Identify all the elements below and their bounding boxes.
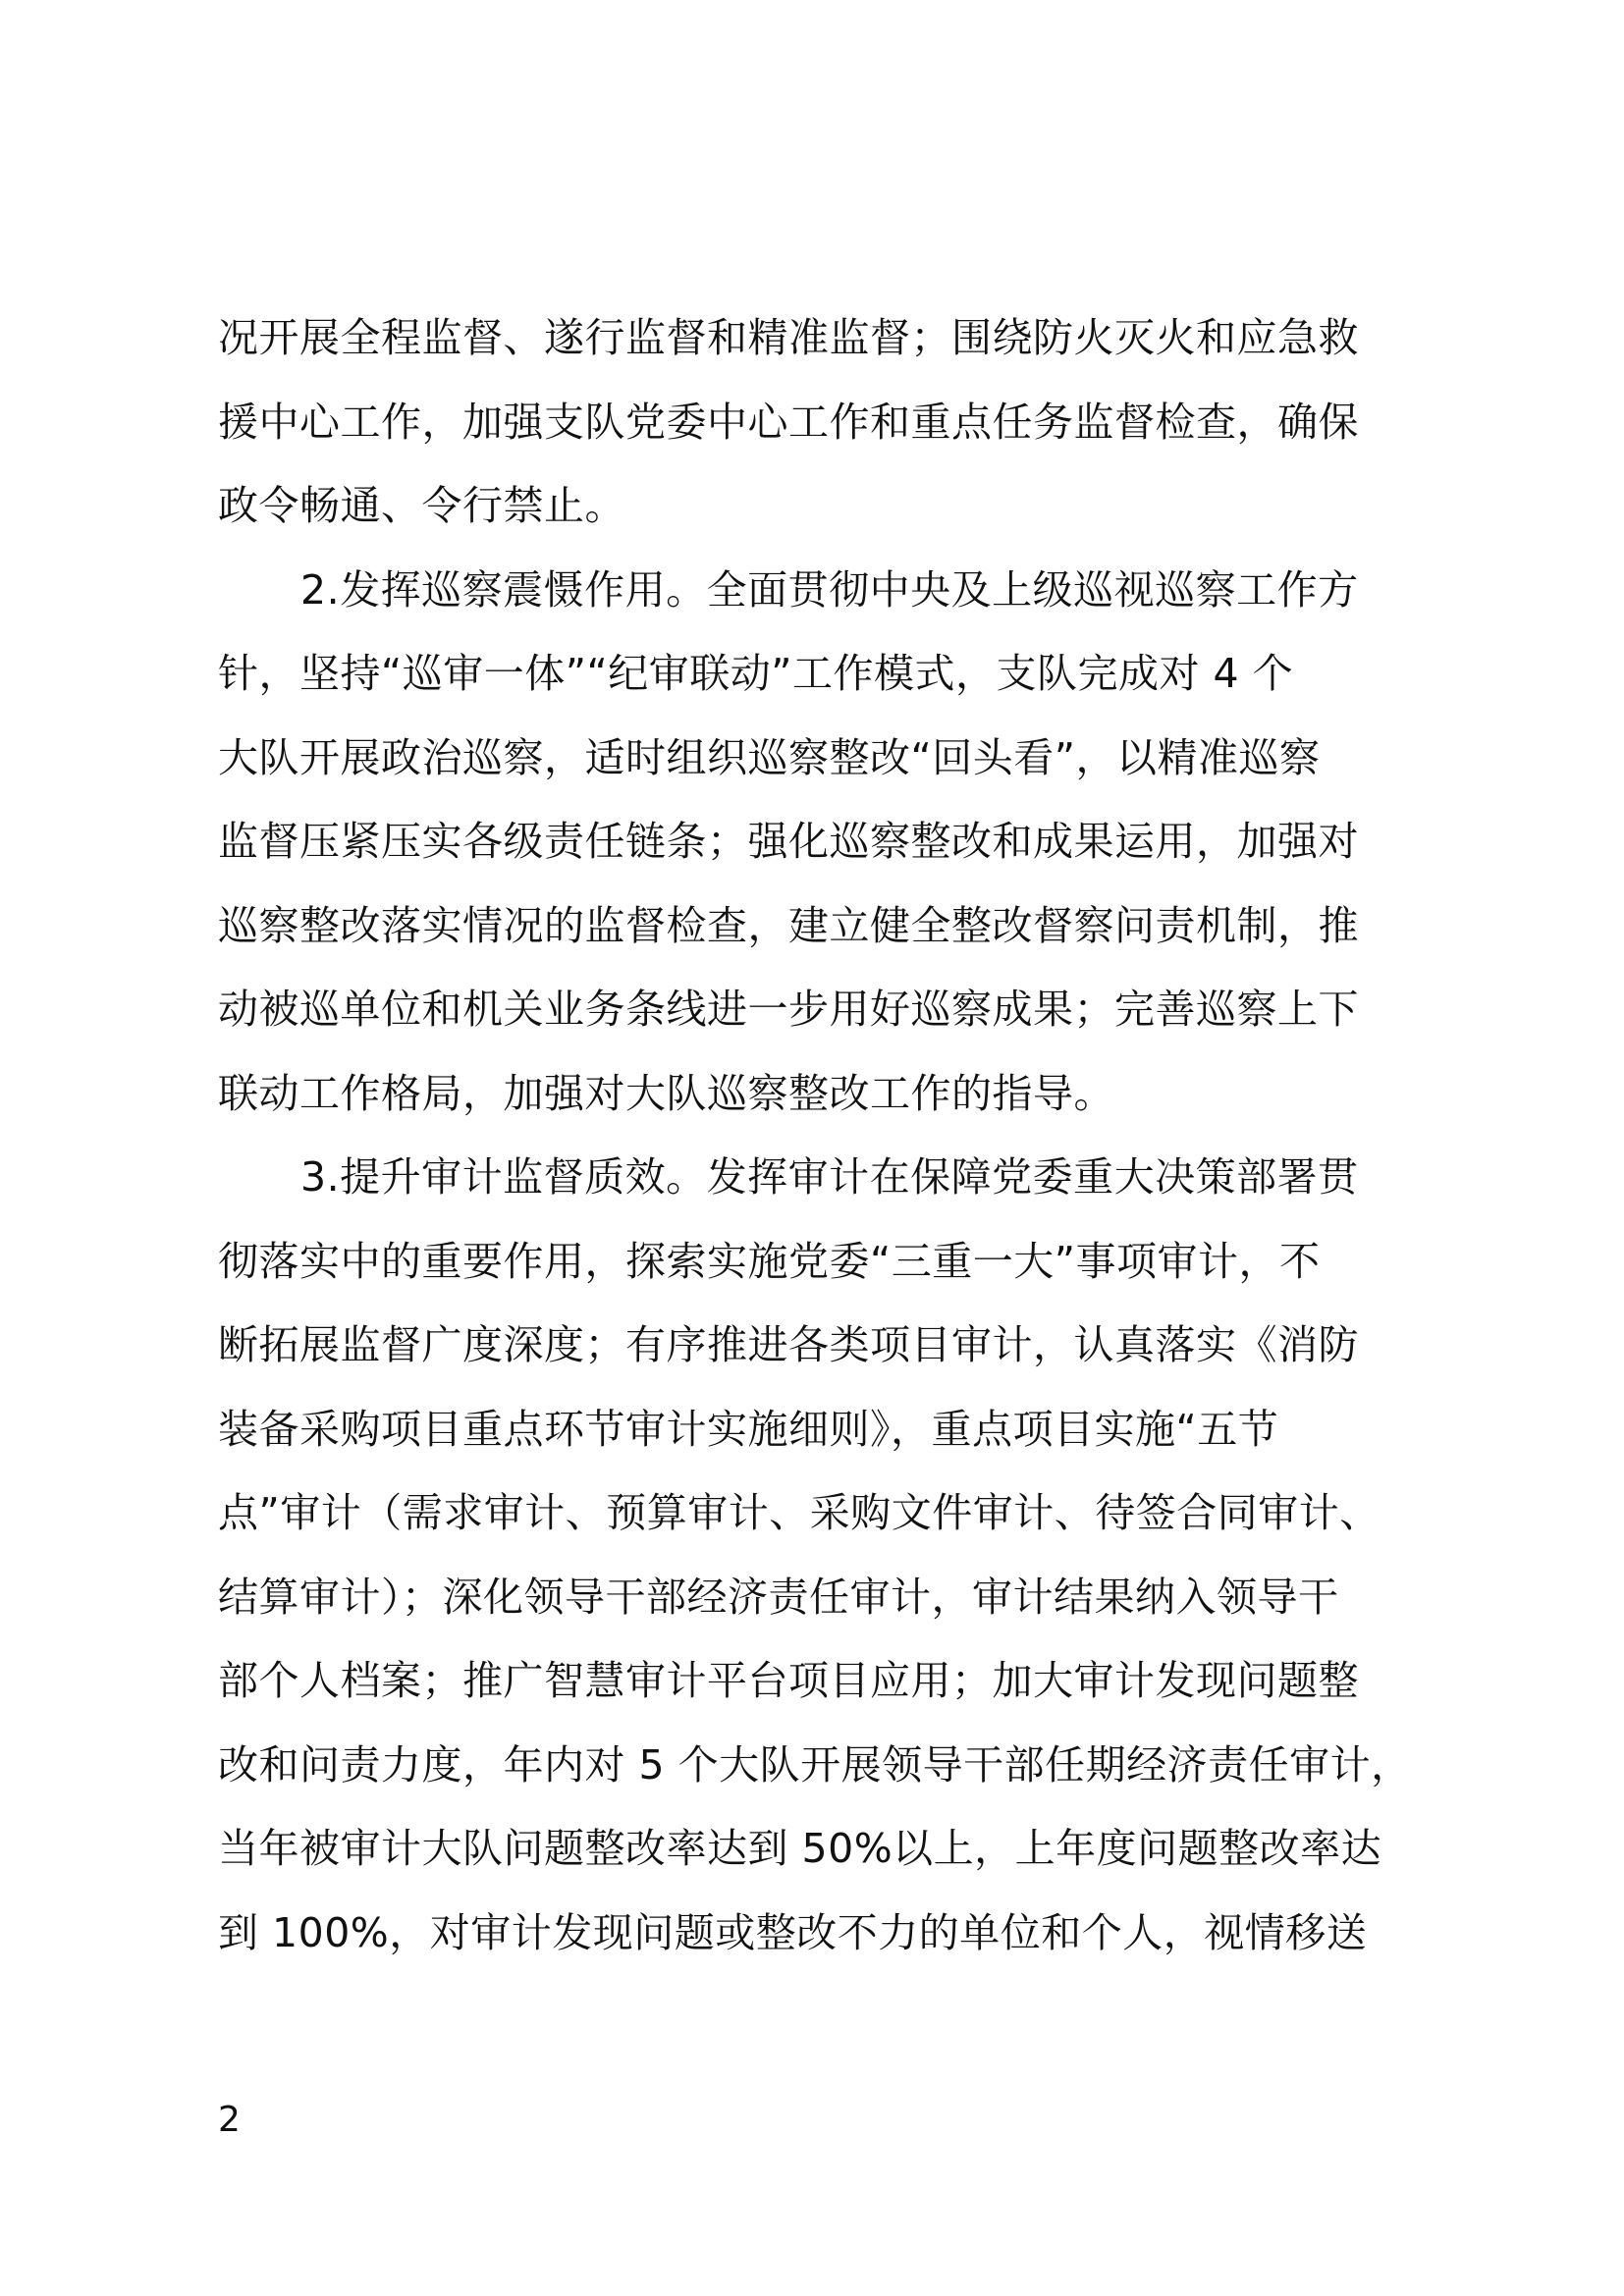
- text-line: 巡察整改落实情况的监督检查，建立健全整改督察问责机制，推: [218, 901, 1359, 949]
- body-text: [218, 296, 1435, 1975]
- text-line: 断拓展监督广度深度；有序推进各类项目审计，认真落实《消防: [218, 1321, 1359, 1368]
- text-line: 部个人档案；推广智慧审计平台项目应用；加大审计发现问题整: [218, 1657, 1359, 1704]
- text-line: 到 100%，对审计发现问题或整改不力的单位和个人，视情移送: [218, 1908, 1368, 1956]
- text-line: 点”审计（需求审计、预算审计、采购文件审计、待签合同审计、: [218, 1489, 1380, 1536]
- section-2-first-line: 2.发挥巡察震慑作用。全面贯彻中央及上级巡视巡察工作方: [300, 565, 1359, 614]
- text-line: 政令畅通、令行禁止。: [218, 482, 625, 529]
- text-line: 援中心工作，加强支队党委中心工作和重点任务监督检查，确保: [218, 398, 1359, 446]
- text-line: 动被巡单位和机关业务条线进一步用好巡察成果；完善巡察上下: [218, 986, 1359, 1033]
- section-3-first-line: 3.提升审计监督质效。发挥审计在保障党委重大决策部署贯: [300, 1153, 1359, 1201]
- text-line: 大队开展政治巡察，适时组织巡察整改“回头看”，以精准巡察: [218, 733, 1321, 781]
- text-line: 结算审计）；深化领导干部经济责任审计，审计结果纳入领导干: [218, 1573, 1339, 1621]
- text-line: 彻落实中的重要作用，探索实施党委“三重一大”事项审计，不: [218, 1237, 1321, 1285]
- text-line: 况开展全程监督、遂行监督和精准监督；围绕防火灭火和应急救: [218, 314, 1359, 361]
- text-line: 针，坚持“巡审一体”“纪审联动”工作模式，支队完成对 4 个: [218, 650, 1294, 697]
- page-number: 2: [218, 2100, 241, 2140]
- text-line: 当年被审计大队问题整改率达到 50%以上，上年度问题整改率达: [218, 1825, 1382, 1872]
- text-line: 装备采购项目重点环节审计实施细则》，重点项目实施“五节: [218, 1405, 1279, 1453]
- text-line: 联动工作格局，加强对大队巡察整改工作的指导。: [218, 1069, 1114, 1117]
- text-line: 监督压紧压实各级责任链条；强化巡察整改和成果运用，加强对: [218, 818, 1359, 865]
- text-line: 改和问责力度，年内对 5 个大队开展领导干部任期经济责任审计，: [218, 1740, 1412, 1789]
